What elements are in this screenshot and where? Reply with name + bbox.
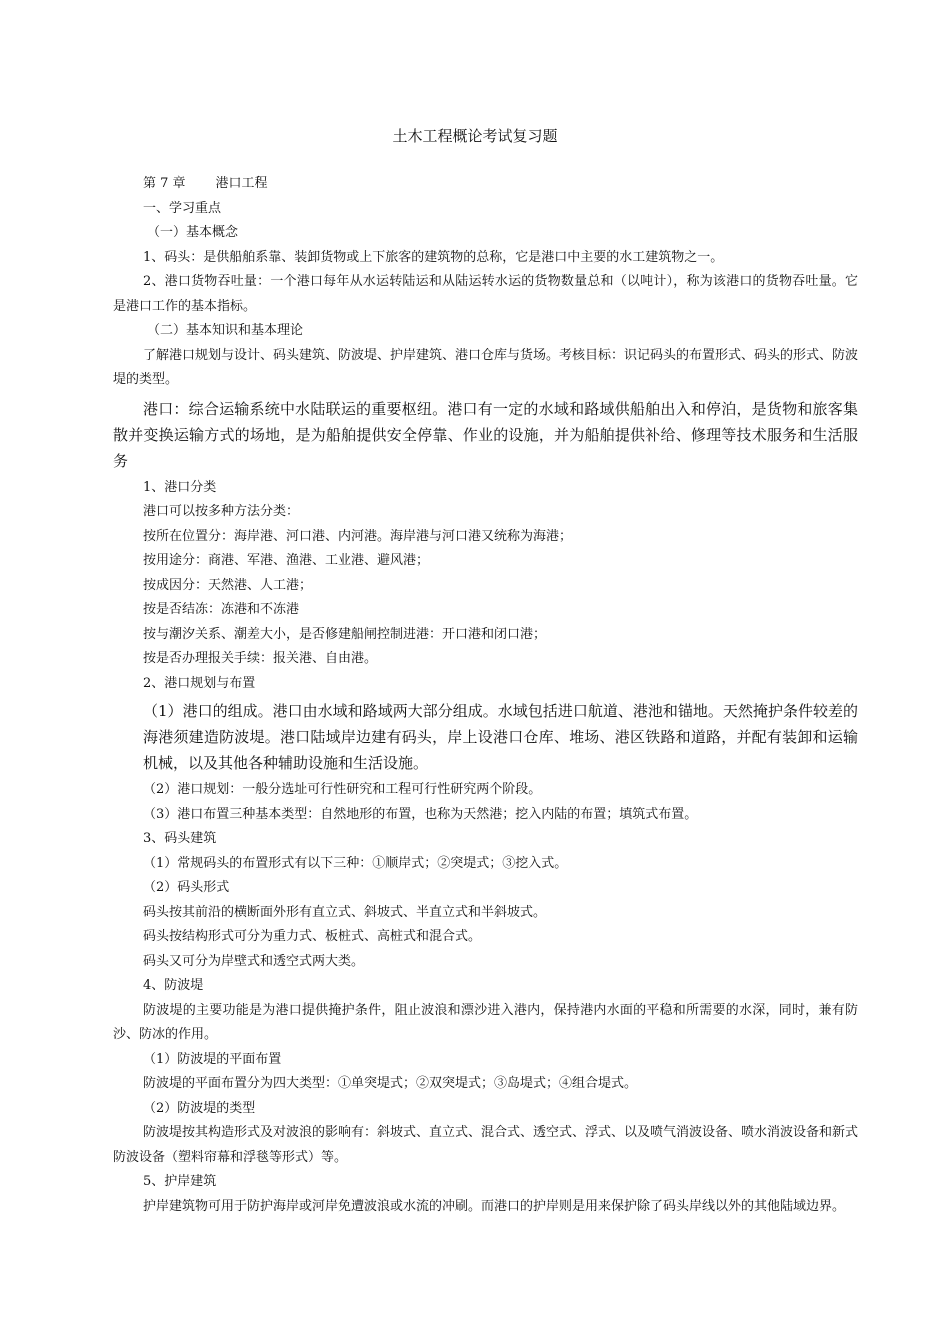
subsection-heading: （二）基本知识和基本理论 [147, 323, 304, 338]
item-heading: 3、码头建筑 [143, 831, 217, 846]
list-item: 码头又可分为岸壁式和透空式两大类。 [143, 953, 365, 969]
list-item: 防波堤的平面布置分为四大类型：①单突堤式；②双突堤式；③岛堤式；④组合堤式。 [143, 1076, 638, 1091]
paragraph: 护岸建筑物可用于防护海岸或河岸免遭波浪或水流的冲刷。而港口的护岸则是用来保护除了码头岸线以外的其他陆域边界。 [143, 1198, 846, 1214]
chapter-number: 第 7 章 [143, 176, 186, 191]
list-item: （3）港口布置三种基本类型：自然地形的布置，也称为天然港；挖入内陆的布置；填筑式布置。 [143, 806, 698, 822]
list-item: （1）防波堤的平面布置 [143, 1051, 282, 1067]
list-item: （2）防波堤的类型 [143, 1100, 256, 1116]
document-body [113, 172, 858, 1219]
item-heading: 1、港口分类 [143, 479, 217, 495]
paragraph: 防波堤的主要功能是为港口提供掩护条件，阻止波浪和漂沙进入港内，保持港内水面的平稳和所需要的水深，同时，兼有防沙、防冰的作用。 [113, 1002, 858, 1042]
list-item: 按所在位置分：海岸港、河口港、内河港。海岸港与河口港又统称为海港； [143, 528, 573, 544]
section-heading: 一、学习重点 [143, 200, 222, 216]
paragraph-large: （1）港口的组成。港口由水域和路域两大部分组成。水域包括进口航道、港池和锚地。天然掩护条件较差的海港须建造防波堤。港口陆域岸边建有码头，岸上设港口仓库、堆场、港区铁路和道路，并配有装卸和运输机械，以及其他各种辅助设施和生活设施。 [143, 702, 858, 772]
item-heading: 2、港口规划与布置 [143, 675, 256, 691]
subsection-heading: （一）基本概念 [147, 225, 239, 240]
paragraph: 1、码头：是供船舶系靠、装卸货物或上下旅客的建筑物的总称，它是港口中主要的水工建筑物之一。 [143, 249, 724, 265]
list-item: （1）常规码头的布置形式有以下三种：①顺岸式；②突堤式；③挖入式。 [143, 855, 568, 871]
list-item: 按用途分：商港、军港、渔港、工业港、避风港； [143, 553, 430, 568]
list-item: 码头按结构形式可分为重力式、板桩式、高桩式和混合式。 [143, 929, 482, 944]
paragraph-large: 港口：综合运输系统中水陆联运的重要枢纽。港口有一定的水域和路域供船舶出入和停泊，是货物和旅客集散并变换运输方式的场地，是为船舶提供安全停靠、作业的设施，并为船舶提供补给、修理等技术服务和生活服务 [113, 399, 858, 470]
list-item: 码头按其前沿的横断面外形有直立式、斜坡式、半直立式和半斜坡式。 [143, 904, 547, 920]
list-item: 港口可以按多种方法分类： [143, 504, 300, 519]
list-item: （2）港口规划：一般分选址可行性研究和工程可行性研究两个阶段。 [143, 782, 542, 797]
list-item: 按是否结冻：冻港和不冻港 [143, 602, 300, 617]
item-heading: 4、防波堤 [143, 978, 204, 993]
paragraph: 防波堤按其构造形式及对波浪的影响有：斜坡式、直立式、混合式、透空式、浮式、以及喷气消波设备、喷水消波设备和新式防波设备（塑料帘幕和浮毯等形式）等。 [113, 1125, 859, 1165]
chapter-heading [113, 172, 858, 197]
list-item: （2）码头形式 [143, 880, 230, 895]
item-heading: 5、护岸建筑 [143, 1174, 217, 1189]
paragraph: 了解港口规划与设计、码头建筑、防波堤、护岸建筑、港口仓库与货场。考核目标：识记码头的布置形式、码头的形式、防波堤的类型。 [113, 347, 859, 387]
list-item: 按成因分：天然港、人工港； [143, 577, 313, 593]
document-title: 土木工程概论考试复习题 [392, 127, 558, 145]
paragraph: 2、港口货物吞吐量：一个港口每年从水运转陆运和从陆运转水运的货物数量总和（以吨计），称为该港口的货物吞吐量。它是港口工作的基本指标。 [113, 274, 858, 314]
list-item: 按是否办理报关手续：报关港、自由港。 [143, 651, 378, 666]
list-item: 按与潮汐关系、潮差大小，是否修建船闸控制进港：开口港和闭口港； [143, 626, 547, 642]
chapter-name: 港口工程 [215, 176, 268, 191]
